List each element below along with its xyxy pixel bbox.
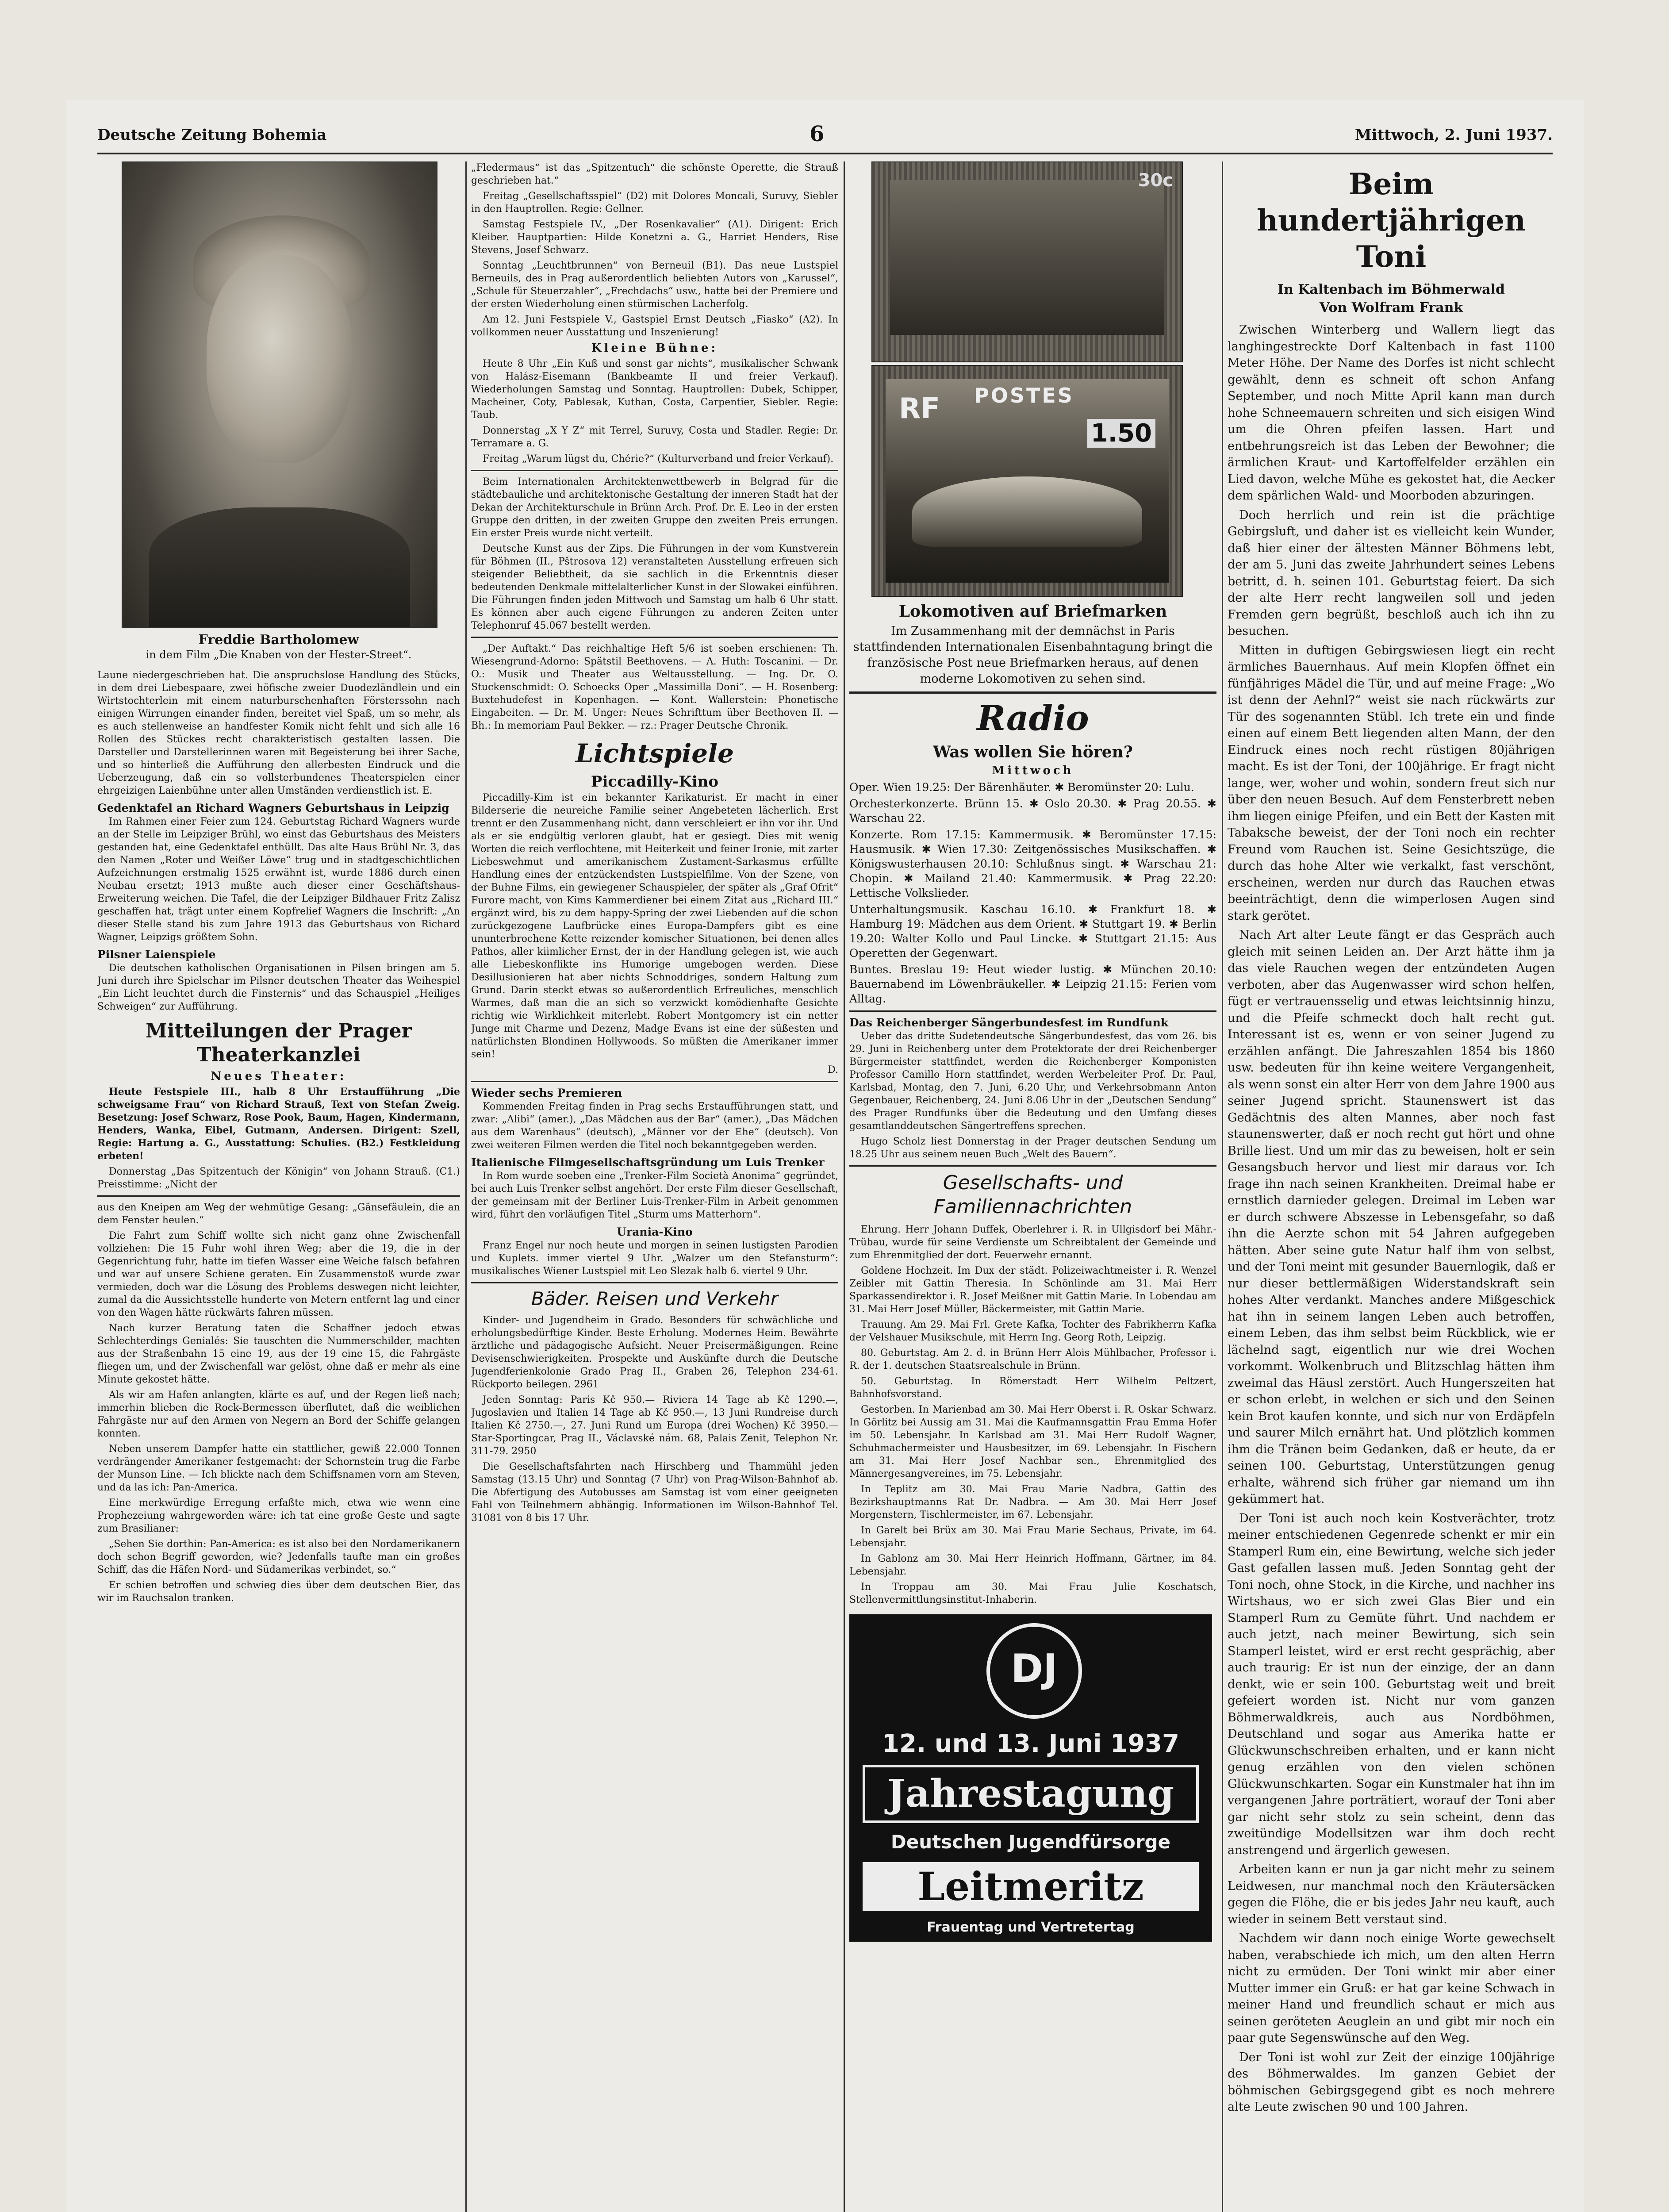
kleine-line: Freitag „Warum lügst du, Chérie?“ (Kulturverband und freier Verkauf).: [483, 453, 834, 465]
ad-tagline: Frauentag und Vertretertag: [927, 1920, 1135, 1935]
ad-dates: 12. und 13. Juni 1937: [882, 1729, 1179, 1758]
neues-theater-text: Heute Festspiele III., halb 8 Uhr Erstaufführung „Die schweigsame Frau“ von Richard Strauß, Text von Stefan Zweig. Besetzung: Josef Schwarz, Rose Pook, Baum, Hagen, Kindermann, Henders, Wanka, Eibel, Gutmann, Andersen. Dirigent: Szell, Regie: Hartung a. G., Ausstattung: Schulies. (B2.) Festkleidung erbeten!: [97, 1086, 460, 1162]
article-paragraph: Mitten in duftigen Gebirgswiesen liegt ein recht ärmliches Bauernhaus. Auf mein Klopfen öffnet ein fünfjähriges Mädel die Tür, und auf meine Frage: „Wo ist denn der Aehnl?“ weist sie nach rückwärts zur Tür des sogenannten Stübl. Ich trete ein und finde einen auf einem Bett liegenden alten Mann, der den Eindruck eines noch recht rüstigen 80jährigen macht. Es ist der Toni, der 100jährige. Er fragt nicht lange, wer, woher und wohin, sondern freut sich nur über den neuen Besuch. Auf dem Fensterbrett neben ihm liegen einige Pfeifen, und ein Bett der Kasten mit Tabaksche beweist, der der Toni noch ein rechter Freund vom Rauchen ist. Seine Gesichtszüge, die durch das hohe Alter wie verkalkt, fast verschönt, erscheinen, werden nur durch das Rauchen etwas beeinträchtigt, denn die wimperlosen Augen sind stark gerötet.: [1228, 643, 1555, 923]
baeder-text: Kinder- und Jugendheim in Grado. Besonders für schwächliche und erholungsbedürftige Kinder. Beste Erholung. Modernes Heim. Bewährte ärztliche und pädagogische Aufsicht. Neuer Preisermäßigungen. Reine Devisenschwierigkeiten. Prospekte und Auskünfte durch die Deutsche Jugendferienkolonie Grado Prag II., Graben 26, Telephon 234-61. Rückporto beilegen. 2961: [471, 1315, 838, 1390]
column-divider: [1222, 161, 1223, 2212]
section-rule: [471, 637, 838, 638]
lichtspiele-title: Lichtspiele: [575, 738, 734, 768]
story-paragraph: Eine merkwürdige Erregung erfaßte mich, etwa wie wenn eine Prophezeiung wahrgeworden wäre: ich tat eine große Geste und sagte zum Brasilianer:: [97, 1498, 460, 1534]
kleine-buehne-heading: Kleine Bühne:: [591, 342, 718, 355]
column-divider: [465, 161, 467, 2212]
scholz-text: Hugo Scholz liest Donnerstag in der Prager deutschen Sendung um 18.25 Uhr aus seinem neuen Buch „Welt des Bauern“.: [849, 1136, 1216, 1160]
stamp2-postes: POSTES: [974, 384, 1074, 407]
hirschberg-text: Die Gesellschaftsfahrten nach Hirschberg und Thammühl jeden Samstag (13.15 Uhr) und Sonntag (7 Uhr) von Prag-Wilson-Bahnhof ab. Die Abfertigung des Autobusses am Samstag ist vom einer geeigneten Fahl von Teilnehmern abhängig. Informationen im Wilson-Bahnhof Tel. 31081 von 8 bis 17 Uhr.: [471, 1461, 838, 1524]
trenker-heading: Italienische Filmgesellschaftsgründung um Luis Trenker: [471, 1156, 825, 1169]
urania-heading: Urania-Kino: [617, 1225, 693, 1238]
article-author: Von Wolfram Frank: [1319, 300, 1463, 315]
gesell-line: 50. Geburtstag. In Römerstadt Herr Wilhelm Peltzert, Bahnhofsvorstand.: [849, 1376, 1216, 1400]
article-subtitle: In Kaltenbach im Böhmerwald: [1278, 282, 1505, 297]
premieren-text: Kommenden Freitag finden in Prag sechs Erstaufführungen statt, und zwar: „Alibi“ (amer.), „Das Mädchen aus der Bar“ (amer.), „Das Mädchen aus dem Warenhaus“ (deutsch), „Männer vor der Ehe“ (deutsch). Von zwei weiteren Filmen werden die Titel noch bekanntgegeben werden.: [471, 1101, 838, 1151]
urania-text: Franz Engel nur noch heute und morgen in seinen lustigsten Parodien und Kuplets. immer viertel 9 Uhr. „Walzer um den Stefansturm“: musikalisches Wiener Lustspiel mit Leo Slezak halb 6. viertel 9 Uhr.: [471, 1240, 838, 1277]
stamp-text: Im Zusammenhang mit der demnächst in Paris stattfindenden Internationalen Eisenbahntagung bringt die französische Post neue Briefmarken heraus, auf denen moderne Lokomotiven zu sehen sind.: [853, 624, 1213, 686]
auftakt-text: „Der Auftakt.“ Das reichhaltige Heft 5/6 ist soeben erschienen: Th. Wiesengrund-Adorno: Spätstil Beethovens. — A. Huth: Toscanini. — Dr. O.: Musik und Theater aus Weltausstellung. — Ing. Dr. O. Stuckenschmidt: O. Schoecks Oper „Massimilla Doni“. — H. Rosenberg: Buxtehudefest in Kopenhagen. — Kont. Wallerstein: Phonetische Eingabeiten. — Dr. M. Unger: Neues Schrifttum über Beethoven II. — Bh.: In memoriam Paul Bekker. — rz.: Prager Deutsche Chronik.: [471, 643, 838, 731]
header-rule: [97, 153, 1553, 154]
section-rule: [471, 470, 838, 471]
gesell-line: In Teplitz am 30. Mai Frau Marie Nadbra, Gattin des Bezirkshauptmanns Rat Dr. Nadbra. — Am 30. Mai Herr Josef Morgenstern, Tischlermeister, im 67. Lebensjahr.: [849, 1484, 1216, 1521]
ad-city: Leitmeritz: [863, 1862, 1199, 1911]
section-rule: [97, 1195, 460, 1197]
gesell-line: 80. Geburtstag. Am 2. d. in Brünn Herr Alois Mühlbacher, Professor i. R. der 1. deutschen Staatsrealschule in Brünn.: [849, 1348, 1216, 1371]
story-paragraph: Als wir am Hafen anlangten, klärte es auf, und der Regen ließ nach; immerhin blieben die Rock-Bermessen überflutet, daß die weiblichen Fahrgäste nur auf den Armen von Negern an Bord der Schiffe gelangen konnten.: [97, 1390, 460, 1439]
stamp-image-2: [871, 365, 1183, 597]
article-paragraph: Nach Art alter Leute fängt er das Gespräch auch gleich mit seinen Leiden an. Der Arzt hätte ihm ja das viele Rauchen wegen der entzündeten Augen verboten, aber das Augenwasser wird schon helfen, fügt er vertrauensselig und etwas leichtsinnig hinzu, und die Pfeife schmeckt doch halt recht gut. Interessant ist es, wenn er von seiner Jugend zu erzählen anfängt. Die Jahreszahlen 1854 bis 1860 usw. bedeuten für ihn keine weitere Vergangenheit, als wenn sonst ein alter Herr von dem Jahre 1900 aus seiner Jugend spricht. Staunenswert ist das Gedächtnis des alten Mannes, aber noch fast staunenswerter, daß er noch recht gut hört und ohne Brille liest. Und um mir das zu beweisen, holt er sein Gesangsbuch hervor und liest mir daraus vor. Ich frage ihn nach seinen Krankheiten. Dreimal habe er ernstlich darnieder gelegen. Dreimal im Leben war er durch schwere Abszesse in Lebensgefahr, so daß ihn die Aerzte schon mit 54 Jahren aufgegeben hätten. Aber seine gute Natur half ihm von selbst, und der Toni meint mit gesunder Bauernlogik, daß er nur dieser bettlermäßigen Widerstandskraft sein hohes Alter verdankt. Manches andere Mißgeschick hat ihn in seinem langen Leben auch betroffen, einem Leben, das ihm selbst beim Rückblick, wie er lächelnd sagt, eigentlich nur wie drei Wochen vorkommt. Wolkenbruch und Blitzschlag hätten ihm zweimal das Häusl zerstört. Auch Hungerszeiten hat er schon erlebt, in welchen er sich und den Seinen kein Brot kaufen konnte, und sich nur von Erdäpfeln und saurer Milch ernährt hat. Und plötzlich kommen ihm die Tränen beim Gedanken, daß er heute, da er seinen 100. Geburtstag, Unterstützungen genug erhalte, während sich früher gar niemand um ihn gekümmert hat.: [1228, 928, 1555, 1506]
premieren-heading: Wieder sechs Premieren: [471, 1087, 622, 1099]
page-number: 6: [810, 122, 825, 146]
jahrestagung-advertisement: [849, 1614, 1212, 1942]
story-paragraph: Nach kurzer Beratung taten die Schaffner jedoch etwas Schlechterdings Genialés: Sie tauschten die Nummerschilder, machten aus der Straßenbahn 15 eine 19, aus der 19 eine 15, die Fahrgäste fliegen um, und der Zwischenfall war gelöst, ohne daß er mehr als eine Minute gekostet hätte.: [97, 1323, 460, 1385]
radio-line: Oper. Wien 19.25: Der Bärenhäuter. ✱ Beromünster 20: Lulu.: [849, 781, 1194, 794]
fledermaus-text: „Fledermaus“ ist das „Spitzentuch“ die schönste Operette, die Strauß geschrieben hat.“: [471, 162, 838, 186]
stamp-image-1: [871, 161, 1183, 362]
radio-title: Radio: [977, 698, 1089, 738]
story-paragraph: „Sehen Sie dorthin: Pan-America: es ist also bei den Nordamerikanern doch schon Begriff geworden, wie? Jedenfalls taufte man ein großes Schiff, das die Häfen Nord- und Südamerikas verbindet, so.“: [97, 1539, 460, 1575]
radio-day: Mittwoch: [992, 764, 1074, 777]
ad-headline: Jahrestagung: [863, 1765, 1199, 1823]
page-header: [97, 117, 1553, 157]
column-3: [849, 161, 1216, 2212]
pilsner-text: Die deutschen katholischen Organisationen in Pilsen bringen am 5. Juni durch ihre Spielschar im Pilsner deutschen Theater das Weihespiel „Ein Licht leuchtet durch die Finsternis“ und das Schauspiel „Heiliges Schweigen“ zur Aufführung.: [97, 963, 460, 1012]
gesell-line: Goldene Hochzeit. Im Dux der städt. Polizeiwachtmeister i. R. Wenzel Zeibler mit Gattin Theresia. In Schönlinde am 31. Mai Herr Sparkassendirektor i. R. Josef Meißner mit Gattin Marie. In Lobendau am 31. Mai Herr Josef Müller, Bäckermeister, mit Gattin Marie.: [849, 1265, 1216, 1315]
article-paragraph: Der Toni ist wohl zur Zeit der einzige 100jährige des Böhmerwaldes. Im ganzen Gebiet der böhmischen Gebirgsgegend gibt es noch mehrere alte Leute zwischen 90 und 100 Jahren.: [1228, 2050, 1555, 2114]
photo-caption-sub: in dem Film „Die Knaben von der Hester-Street“.: [146, 649, 412, 661]
program-line: Am 12. Juni Festspiele V., Gastspiel Ernst Deutsch „Fiasko“ (A2). In vollkommen neuer Ausstattung und Inszenierung!: [471, 314, 838, 338]
column-2: [471, 161, 838, 2212]
locomotive-illustration: [912, 476, 1142, 547]
piccadilly-signature: D.: [828, 1064, 838, 1075]
story-paragraph: Neben unserem Dampfer hatte ein stattlicher, gewiß 22.000 Tonnen verdrängender Amerikaner festgemacht: der Schornstein trug die Farbe der Munson Line. — Ich blickte nach dem Schiffsnamen vorn am Steven, und da las ich: Pan-America.: [97, 1444, 460, 1493]
neues-theater-heading: Neues Theater:: [211, 1070, 347, 1083]
section-rule: [849, 691, 1216, 694]
section-rule: [849, 1010, 1216, 1012]
portrait-photo: [122, 161, 437, 628]
article-paragraph: Arbeiten kann er nun ja gar nicht mehr zu seinem Leidwesen, nur manchmal noch den Kräutersäcken gegen die Flöhe, die er bis jedes Jahr neu kauft, auch wieder in seinem Bett verstaut sind.: [1228, 1863, 1555, 1926]
article-paragraph: Der Toni ist auch noch kein Kostverächter, trotz meiner entschiedenen Gegenrede schenkt er mir ein Stamperl Rum ein, eine Bewirtung, welche sich jeder Gast gefallen lassen muß. Jeden Sonntag geht der Toni noch, ohne Stock, in die Kirche, und nachher ins Wirtshaus, wo er sich zwei Glas Bier und ein Stamperl Rum zu Gemüte führt. Und nachdem er auch jetzt, nach meiner Bewirtung, sich sein Stamperl leistet, wird er erst recht gesprächig, aber auch traurig: Er ist nun der einzige, der an dann denkt, wie er sein 100. Geburtstag weit und breit gefeiert worden ist. Nicht nur vom ganzen Böhmerwaldkreis, auch aus Nordböhmen, Deutschland und sogar aus Amerika hatte er Glückwunschschreiben erhalten, und er kann nicht genug erzählen von den vielen schönen Glückwunschkarten. Sogar ein Kunstmaler hat ihn im vergangenen Jahre porträtiert, worauf der Toni aber gar nicht sehr stolz zu sein scheint, denn das zweitündige Modellsitzen war ihm doch recht anstrengend und ärgerlich gewesen.: [1228, 1511, 1555, 1857]
piccadilly-title: Piccadilly-Kino: [591, 773, 719, 791]
program-line: Samstag Festspiele IV., „Der Rosenkavalier“ (A1). Dirigent: Erich Kleiber. Hauptpartien: Hilde Konetzni a. G., Harriet Henders, Rise Stevens, Josef Schwarz.: [471, 219, 838, 256]
kleine-line: Heute 8 Uhr „Ein Kuß und sonst gar nichts“, musikalischer Schwank von Halász-Eisemann (Bankbeamte II und freier Verkauf). Wiederholungen Samstag und Sonntag. Hauptrollen: Dubek, Schipper, Macheiner, Coty, Pablesak, Kuthan, Costa, Carpentier, Siebler. Regie: Taub.: [471, 358, 838, 421]
column-4: [1228, 161, 1555, 2212]
radio-line: Unterhaltungsmusik. Kaschau 16.10. ✱ Frankfurt 18. ✱ Hamburg 19: Mädchen aus dem Orient. ✱ Stuttgart 19. ✱ Berlin 19.20: Walter Kollo und Paul Lincke. ✱ Stuttgart 21.15: Aus Operetten der Gegenwart.: [849, 903, 1216, 960]
column-1: [97, 161, 460, 2212]
dj-logo: DJ: [986, 1623, 1082, 1719]
newspaper-name: Deutsche Zeitung Bohemia: [97, 126, 327, 144]
trenker-text: In Rom wurde soeben eine „Trenker-Film Società Anonima“ gegründet, bei auch Luis Trenker selbst angehört. Der erste Film dieser Gesellschaft, der gemeinsam mit der Berliner Luis-Trenker-Film in Arbeit genommen wird, führt den vorläufigen Titel „Sturm ums Matterhorn“.: [471, 1171, 838, 1220]
radio-line: Konzerte. Rom 17.15: Kammermusik. ✱ Beromünster 17.15: Hausmusik. ✱ Wien 17.30: Zeitgenössisches Musikschaffen. ✱ Königswusterhausen 20.10: Schlußnus singt. ✱ Warschau 21: Chopin. ✱ Mailand 21.40: Kammermusik. ✱ Prag 22.20: Lettische Volkslieder.: [849, 828, 1216, 899]
gesellschaft-title: Gesellschafts- und Familiennachrichten: [933, 1171, 1132, 1218]
sonntag-text: Jeden Sonntag: Paris Kč 950.— Riviera 14 Tage ab Kč 1290.—, Jugoslavien und Italien 14 Tage ab Kč 950.—, 13 Juni Rundreise durch Italien Kč 2750.—, 27. Juni Rund um Europa (drei Wochen) Kč 3950.— Star-Sportingcar, Prag II., Václavské nám. 68, Palais Zenit, Telephon Nr. 311-79. 2950: [471, 1394, 838, 1457]
section-rule: [471, 1081, 838, 1082]
stamp2-value: 1.50: [1087, 419, 1155, 448]
newspaper-page: [66, 100, 1584, 2212]
article-paragraph: Doch herrlich und rein ist die prächtige Gebirgsluft, und daher ist es vielleicht kein Wunder, daß hier einer der ältesten Männer Böhmens lebt, der am 5. Juni das zweite Jahrhundert seines Lebens betritt, d. h. seinen 101. Geburtstag feiert. Da sich der alte Herr recht langweilen soll und jeden Fremden gern begrüßt, beschloß auch ich ihn zu besuchen.: [1228, 508, 1555, 638]
donnerstag-text: Donnerstag „Das Spitzentuch der Königin“ von Johann Strauß. (C1.) Preisstimme: „Nicht der: [97, 1166, 460, 1190]
story-paragraph: aus den Kneipen am Weg der wehmütige Gesang: „Gänsefäulein, die an dem Fenster heulen.“: [97, 1202, 460, 1226]
saenger-text: Ueber das dritte Sudetendeutsche Sängerbundesfest, das vom 26. bis 29. Juni in Reichenberg unter dem Protektorate der drei Reichenberger Bürgermeister stattfindet, werden die Reichenberger Komponisten Professor Camillo Horn stattfindet, werden Werbeleiter Prof. Dr. Paul, Karlsbad, Montag, den 7. Juni, 6.20 Uhr, und Verkehrsobmann Anton Gegenbauer, Reichenberg, 24. Juni 8.06 Uhr in der „Deutschen Sendung“ des Prager Rundfunks über die Bedeutung und den Umfang dieses gesamtlanddeutschen Sängertreffens sprechen.: [849, 1031, 1216, 1132]
radio-subtitle: Was wollen Sie hören?: [933, 743, 1133, 761]
section-rule: [471, 1282, 838, 1283]
issue-date: Mittwoch, 2. Juni 1937.: [1354, 126, 1553, 144]
wagner-heading: Gedenktafel an Richard Wagners Geburtshaus in Leipzig: [97, 802, 449, 814]
article-title: Beim hundertjährigen Toni: [1257, 167, 1526, 274]
article-paragraph: Zwischen Winterberg und Wallern liegt das langhingestreckte Dorf Kaltenbach in fast 1100 Meter Höhe. Der Name des Dorfes ist nicht schlecht gewählt, denn es schneit oft schon Anfang September, und noch Mitte April kann man durch hohe Schneemauern schreiten und sich eisigen Wind um die Ohren pfeifen lassen. Hart und entbehrungsreich ist das Leben der Bewohner; die ärmlichen Kraut- und Kartoffelfelder erzählen ein Lied davon, welche Mühe es gekostet hat, die Aecker dem spärlichen Wald- und Moorboden abzuringen.: [1228, 323, 1555, 503]
section-rule: [849, 1165, 1216, 1167]
radio-line: Buntes. Breslau 19: Heut wieder lustig. ✱ München 20.10: Bauernabend im Löwenbräukeller. ✱ Leipzig 21.15: Ferien vom Alltag.: [849, 963, 1216, 1005]
column-divider: [844, 161, 845, 2212]
gesell-line: Trauung. Am 29. Mai Frl. Grete Kafka, Tochter des Fabrikherrn Kafka der Velshauer Musikschule, mit Herrn Ing. Georg Roth, Leipzig.: [849, 1319, 1216, 1343]
pilsner-heading: Pilsner Laienspiele: [97, 948, 216, 961]
wagner-text: Im Rahmen einer Feier zum 124. Geburtstag Richard Wagners wurde an der Stelle im Leipziger Brühl, wo einst das Geburtshaus des Meisters gestanden hat, eine Gedenktafel enthüllt. Das alte Haus Brühl Nr. 3, das den Namen „Roter und Weißer Löwe“ trug und in stadtgeschichtlichen Aufzeichnungen erstmalig 1525 erwähnt ist, wurde 1886 durch einen Neubau ersetzt; 1913 mußte auch dieser einer Geschäftshaus-Erweiterung weichen. Die Tafel, die der Leipziger Bildhauer Fritz Zalisz geschaffen hat, trägt unter einem Kopfrelief Wagners die Inschrift: „An dieser Stelle stand bis zum Jahre 1913 das Geburtshaus von Richard Wagner, Leipzigs größtem Sohn.: [97, 816, 460, 943]
saenger-heading: Das Reichenberger Sängerbundesfest im Rundfunk: [849, 1016, 1169, 1029]
program-line: Sonntag „Leuchtbrunnen“ von Berneuil (B1). Das neue Lustspiel Berneuils, des in Prag außerordentlich beliebten Autors von „Karussel“, „Schule für Steuerzahler“, „Frechdachs“ usw., hatte bei der Premiere und der ersten Wiederholung einen stürmischen Lacherfolg.: [471, 260, 838, 310]
stamp2-rf: RF: [899, 392, 940, 425]
mitteilungen-title: Mitteilungen der Prager Theaterkanzlei: [146, 1020, 412, 1066]
review-paragraph: Laune niedergeschrieben hat. Die anspruchslose Handlung des Stücks, in dem drei Liebespaare, zwei höfische zweier Duodezländlein und ein Wirtstochterlein mit einem naturburschenhaften Försterssohn nach einigen Wirrungen einander finden, bereitet viel Spaß, um so mehr, als es auch stellenweise an handfester Komik nicht fehlt und sich alle 16 Rollen des Stückes recht charakteristisch gestalten lassen. Die Darsteller und Darstellerinnen waren mit Begeisterung bei ihrer Sache, und so hinterließ die Aufführung den allerbesten Eindruck und die Ueberzeugung, daß ein so vollsterbundenes Theaterspielen einer ehrgeizigen Laienbühne unter allen Umständen verdienstlich ist. E.: [97, 670, 460, 796]
architekten-text: Beim Internationalen Architektenwettbewerb in Belgrad für die städtebauliche und architektonische Gestaltung der inneren Stadt hat der Dekan der Architekturschule in Brünn Arch. Prof. Dr. E. Leo in der ersten Gruppe den dritten, in der zweiten Gruppe den zweiten Preis errungen. Ein erster Preis wurde nicht verteilt.: [471, 476, 838, 539]
gesell-line: Ehrung. Herr Johann Duffek, Oberlehrer i. R. in Ullgisdorf bei Mähr.-Trübau, wurde für seine Verdienste um Schreibtalent der Gemeinde und zum Ehrenmitglied der dort. Feuerwehr ernannt.: [849, 1224, 1216, 1261]
story-paragraph: Die Fahrt zum Schiff wollte sich nicht ganz ohne Zwischenfall vollziehen: Die 15 Fuhr wohl ihren Weg; aber die 19, die in der Gegenrichtung fuhr, hatte im tiefen Wasser eine Weiche falsch befahren und war auf unsere Schiene geraten. Ein Zusammenstoß wurde zwar vermieden, doch war die Lösung des Problems deswegen nicht leichter, zumal da die Aussichtsstelle hunderte von Metern entfernt lag und einer von den Wagen hätte rückwärts fahren müssen.: [97, 1230, 460, 1318]
piccadilly-paragraph: Piccadilly-Kim ist ein bekannter Karikaturist. Er macht in einer Bilderserie die neureiche Familie seiner Angebeteten lächerlich. Erst trennt er den Zusammenhang nicht, dann verschleiert er ihn vor ihr. Und als er sie endgültig verloren glaubt, hat er gesiegt. Dies mit wenig Worten die reich verflochtene, mit Heiterkeit und feiner Ironie, mit zarter Liebeswehmut und amerikanischem Zustament-Sarkasmus erfüllte Handlung eines der entzückendsten Lustspielfilme. Von der Szene, von der Buhne Films, ein gewiegener Schauspieler, der später als „Graf Ofrit“ Furore macht, von Kims Kammerdiener bei einem Zitat aus „Richard III.“ ergänzt wird, bis zu dem happy-Spring der zwei Liebenden auf die schon zurückgezogene Laufbrücke eines Europa-Dampfers gibt es eine ununterbrochene Kette reizender komischer Situationen, bei denen alles Pathos, aller kiimlicher Ernst, der in der Handlung gelegen ist, wie auch alle Liebeskonflikte ins Humorige umgebogen werden. Diese Desillusionieren hat aber nichts Schnoddriges, sondern Haltung zum Grund. Darin steckt etwas so außerordentlich Erfreuliches, menschlich Warmes, daß man die an sich so verzwickt komödienhafte Gesichte richtig wie Wirklichkeit miterlebt. Robert Montgomery ist ein netter Junge mit Charme und Dezenz, Madge Evans ist eine der süßesten und natürlichsten Blondinen Hollywoods. So müßten die Amerikaner immer sein!: [471, 792, 838, 1060]
stamp-caption: Lokomotiven auf Briefmarken: [898, 602, 1167, 621]
baeder-title: Bäder. Reisen und Verkehr: [531, 1288, 779, 1310]
kleine-line: Donnerstag „X Y Z“ mit Terrel, Suruvy, Costa und Stadler. Regie: Dr. Terramare a. G.: [471, 425, 838, 449]
gesell-line: In Gablonz am 30. Mai Herr Heinrich Hoffmann, Gärtner, im 84. Lebensjahr.: [849, 1553, 1216, 1577]
zips-text: Deutsche Kunst aus der Zips. Die Führungen in der vom Kunstverein für Böhmen (II., Pštrosova 12) veranstalteten Ausstellung erfreuen sich steigender Beliebtheit, da sie sachlich in die Erkenntnis dieser bedeutenden Denkmale mittelalterlicher Kunst in der Slowakei einführen. Die Führungen finden jeden Mittwoch und Samstag um halb 6 Uhr statt. Es können aber auch eigene Führungen zu anderen Zeiten unter Telephonruf 45.067 bestellt werden.: [471, 543, 838, 631]
photo-caption-name: Freddie Bartholomew: [198, 632, 359, 648]
article-paragraph: Nachdem wir dann noch einige Worte gewechselt haben, verabschiede ich mich, um den alten Herrn nicht zu ermüden. Der Toni winkt mir aber einer Mutter immer ein Gruß: er hat gar keine Schwach in meiner Hand und freundlich schaut er mich aus seinen geröteten Aeuglein an und gibt mir noch ein paar gute Segenswünsche auf den Weg.: [1228, 1932, 1555, 2045]
program-line: Freitag „Gesellschaftsspiel“ (D2) mit Dolores Moncali, Suruvy, Siebler in den Hauptrollen. Regie: Gellner.: [471, 191, 838, 215]
story-paragraph: Er schien betroffen und schwieg dies über dem deutschen Bier, das wir im Rauchsalon tranken.: [97, 1580, 460, 1604]
gesell-line: Gestorben. In Marienbad am 30. Mai Herr Oberst i. R. Oskar Schwarz. In Görlitz bei Aussig am 31. Mai die Kaufmannsgattin Frau Emma Hofer im 50. Lebensjahr. In Karlsbad am 31. Mai Herr Rudolf Wagner, Schuhmachermeister und Hausbesitzer, im 69. Lebensjahr. In Fischern am 31. Mai Herr Josef Nachbar sen., Ehrenmitglied des Männergesangvereines, im 75. Lebensjahr.: [849, 1404, 1216, 1479]
gesell-line: In Garelt bei Brüx am 30. Mai Frau Marie Sechaus, Private, im 64. Lebensjahr.: [849, 1525, 1216, 1549]
stamp1-value: 30c: [1138, 170, 1173, 191]
gesell-line: In Troppau am 30. Mai Frau Julie Koschatsch, Stellenvermittlungsinstitut-Inhaberin.: [849, 1582, 1216, 1605]
ad-organization: Deutschen Jugendfürsorge: [890, 1831, 1171, 1853]
radio-line: Orchesterkonzerte. Brünn 15. ✱ Oslo 20.30. ✱ Prag 20.55. ✱ Warschau 22.: [849, 797, 1216, 825]
